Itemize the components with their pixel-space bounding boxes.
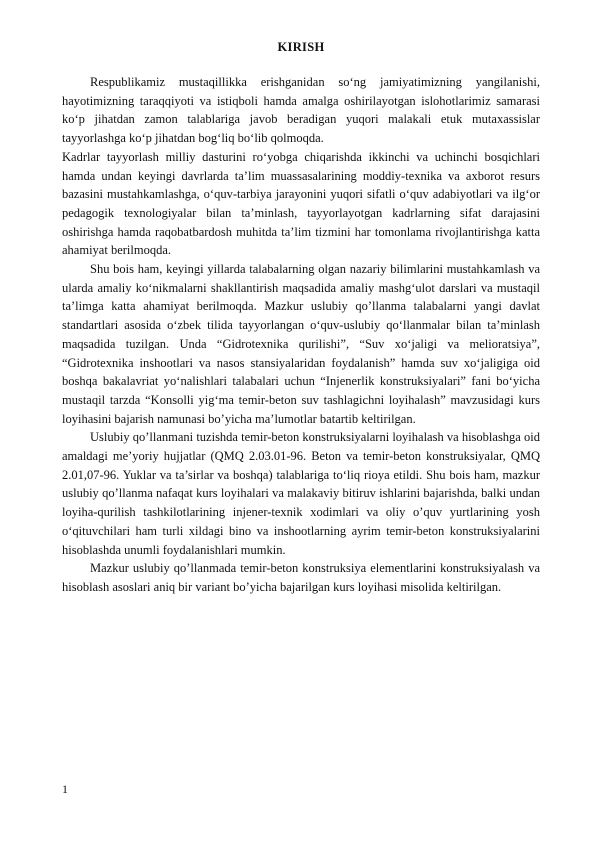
- page-number: 1: [62, 782, 68, 796]
- paragraph-2: Kadrlar tayyorlash milliy dasturini ro‘yobga chiqarishda ikkinchi va uchinchi bosqichlari hamda undan keyingi davrlarda ta’lim muassasalarining moddiy-texnika va axborot resurs bazasini mustahkamlashga, o‘quv-tarbiya jarayonini yuqori sifatli o‘quv adabiyotlari va ilg‘or pedagogik texnologiyalar bilan ta’minlash, tayyorlayotgan kadrlarning sifat darajasini oshirishga hamda raqobatbardosh muhitda ta’lim tizmini har tomonlama rivojlantirishga katta ahamiyat berilmoqda.: [62, 149, 540, 258]
- document-page: [62, 38, 540, 597]
- paragraph-4: Uslubiy qo’llanmani tuzishda temir-beton konstruksiyalarni loyihalash va hisoblashga oid amaldagi me’yoriy hujjatlar (QMQ 2.03.01-96. Beton va temir-beton konstruksiyalar, QMQ 2.01,07-96. Yuklar va ta’sirlar va boshqa) talablariga to‘liq rioya etildi. Shu bois ham, mazkur uslubiy qo’llanma nafaqat kurs loyihalari va malakaviy bitiruv ishlarini bajarishda, balki undan loyiha-qurilish tashkilotlarining injener-texnik xodimlari va oliy o’quv yurtlarining yosh o‘qituvchilari ham turli xildagi bino va inshootlarning ayrim temir-beton konstruksiyalarini hisoblashda unumli foydalanishlari mumkin.: [62, 430, 540, 557]
- page-title: KIRISH: [277, 40, 325, 54]
- paragraph-3: Shu bois ham, keyingi yillarda talabalarning olgan nazariy bilimlarini mustahkamlash va ularda amaliy ko‘nikmalarni shakllantirish maqsadida amaliy mashg‘ulot darslari va mustaqil ta’limga katta ahamiyat berilmoqda. Mazkur uslubiy qo’llanma talabalarni yangi davlat standartlari asosida o‘zbek tilida tayyorlangan o‘quv-uslubiy qo‘llanmalar bilan ta’minlash maqsadida tuzilgan. Unda “Gidrotexnika qurilishi”, “Suv xo‘jaligi va melioratsiya”, “Gidrotexnika inshootlari va nasos stansiyalaridan foydalanish” hamda suv xo‘jaligiga oid boshqa bakalavriat yo‘nalishlari talabalari uchun “Injenerlik konstruksiyalari” fani bo‘yicha mustaqil tarzda “Konsolli yig‘ma temir-beton suv tashlagichni loyihalash” mavzusidagi kurs loyihasini bajarish namunasi bo’yicha ma’lumotlar batartib keltirilgan.: [62, 262, 540, 426]
- paragraph-5: Mazkur uslubiy qo’llanmada temir-beton konstruksiya elementlarini konstruksiyalash va hisoblash asoslari aniq bir variant bo’yicha bajarilgan kurs loyihasi misolida keltirilgan.: [62, 561, 540, 594]
- paragraph-1: Respublikamiz mustaqillikka erishganidan so‘ng jamiyatimizning yangilanishi, hayotimizning taraqqiyoti va istiqboli hamda amalga oshirilayotgan islohotlarimiz samarasi ko‘p jihatdan zamon talablariga javob beradigan yuqori malakali etuk mutaxassislar tayyorlashga ko‘p jihatdan bog‘liq bo‘lib qolmoqda.: [62, 75, 540, 146]
